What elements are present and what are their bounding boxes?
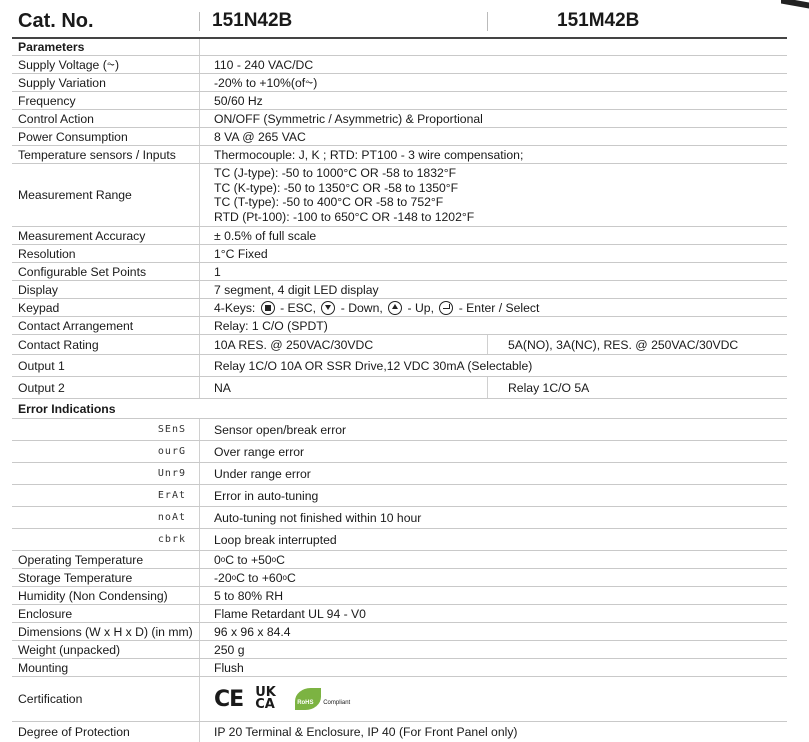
row-label: Certification <box>18 692 83 706</box>
row-storage-temperature <box>12 569 787 587</box>
keypad-text: - Up, <box>404 300 438 315</box>
row-label: Power Consumption <box>18 129 128 144</box>
row-value <box>214 74 787 91</box>
row-keypad <box>12 299 787 317</box>
row-value: 10A RES. @ 250VAC/30VDC <box>214 337 374 352</box>
error-description: Over range error <box>214 444 305 459</box>
error-row <box>12 507 787 529</box>
column-divider <box>199 317 200 334</box>
column-divider <box>199 419 200 440</box>
parameters-heading: Parameters <box>18 40 85 54</box>
degree-mark: o <box>271 555 277 564</box>
row-power-consumption <box>12 128 787 146</box>
row-value: ON/OFF (Symmetric / Asymmetric) & Proportional <box>214 111 483 126</box>
certification-marks <box>214 677 787 721</box>
row-label: Display <box>18 282 58 297</box>
model-151m42b: 151M42B <box>557 10 640 31</box>
row-value: Relay 1C/O 10A OR SSR Drive,12 VDC 30mA (Selectable) <box>214 358 533 373</box>
row-label: Control Action <box>18 111 94 126</box>
row-dimensions <box>12 623 787 641</box>
keypad-text: - Down, <box>337 300 387 315</box>
ce-mark-icon: CE <box>214 686 244 712</box>
row-label: Contact Arrangement <box>18 318 134 333</box>
esc-key-icon <box>261 301 275 315</box>
value-text: C <box>276 552 285 567</box>
cat-no-heading: Cat. No. <box>18 10 94 32</box>
row-enclosure <box>12 605 787 623</box>
value-text: -20% to +10%(of <box>214 75 306 90</box>
row-humidity <box>12 587 787 605</box>
column-divider <box>199 551 200 568</box>
value-text: ) <box>313 75 318 90</box>
error-indications-heading: Error Indications <box>18 401 116 416</box>
row-value: Relay: 1 C/O (SPDT) <box>214 318 328 333</box>
value-text: C to +50 <box>225 552 272 567</box>
column-divider <box>199 227 200 244</box>
row-weight <box>12 641 787 659</box>
error-description: Auto-tuning not finished within 10 hour <box>214 510 422 525</box>
row-certification <box>12 677 787 722</box>
row-value <box>214 569 787 586</box>
column-divider <box>199 355 200 376</box>
row-value: Flush <box>214 660 244 675</box>
row-value: 250 g <box>214 642 245 657</box>
parameters-section-row <box>12 39 787 56</box>
column-divider <box>199 463 200 484</box>
error-description: Loop break interrupted <box>214 532 337 547</box>
column-divider <box>199 529 200 550</box>
row-measurement-range <box>12 164 787 227</box>
row-label: Storage Temperature <box>18 570 133 585</box>
row-set-points <box>12 263 787 281</box>
value-text: 0 <box>214 552 221 567</box>
column-divider <box>199 659 200 676</box>
row-operating-temperature <box>12 551 787 569</box>
up-key-icon <box>388 301 402 315</box>
row-label: Mounting <box>18 660 69 675</box>
error-row <box>12 529 787 551</box>
error-code: Unr9 <box>157 468 186 479</box>
row-value: 110 - 240 VAC/DC <box>214 57 314 72</box>
row-output-1 <box>12 355 787 377</box>
keypad-text: - ESC, <box>276 300 320 315</box>
row-label: Dimensions (W x H x D) (in mm) <box>18 624 193 639</box>
value-text: -20 <box>214 570 232 585</box>
model-151n42b: 151N42B <box>212 10 293 31</box>
ukca-mark-icon <box>255 687 283 711</box>
column-divider <box>199 281 200 298</box>
row-resolution <box>12 245 787 263</box>
row-supply-voltage <box>12 56 787 74</box>
column-divider <box>199 677 200 721</box>
row-mounting <box>12 659 787 677</box>
column-divider <box>199 485 200 506</box>
column-divider <box>199 507 200 528</box>
column-divider <box>199 441 200 462</box>
column-divider <box>199 263 200 280</box>
enter-key-icon <box>439 301 453 315</box>
label-text: ) <box>114 57 119 72</box>
row-value: 50/60 Hz <box>214 93 263 108</box>
degree-mark: o <box>282 573 287 582</box>
row-value: NA <box>214 380 231 395</box>
ukca-bottom: CA <box>255 697 275 712</box>
error-code: SEnS <box>157 424 186 435</box>
row-label: Supply Variation <box>18 75 106 90</box>
row-label: Frequency <box>18 93 76 108</box>
column-divider <box>199 299 200 316</box>
row-value: ± 0.5% of full scale <box>214 228 317 243</box>
range-line: RTD (Pt-100): -100 to 650°C OR -148 to 1202°F <box>214 209 475 224</box>
column-divider <box>199 164 200 226</box>
row-label: Humidity (Non Condensing) <box>18 588 168 603</box>
value-text: C <box>286 570 296 585</box>
column-divider <box>199 623 200 640</box>
down-key-icon <box>321 301 335 315</box>
row-value: Thermocouple: J, K ; RTD: PT100 - 3 wire compensation; <box>214 147 524 162</box>
column-divider <box>199 128 200 145</box>
row-value: IP 20 Terminal & Enclosure, IP 40 (For Front Panel only) <box>214 725 518 739</box>
row-value: 1°C Fixed <box>214 246 268 261</box>
rohs-text: RoHS <box>297 700 314 706</box>
row-label: Measurement Accuracy <box>18 228 146 243</box>
error-row <box>12 485 787 507</box>
column-divider <box>199 110 200 127</box>
column-divider <box>199 146 200 163</box>
column-divider <box>487 335 488 354</box>
row-value: 8 VA @ 265 VAC <box>214 129 306 144</box>
error-description: Sensor open/break error <box>214 422 347 437</box>
row-display <box>12 281 787 299</box>
row-contact-rating <box>12 335 787 355</box>
row-supply-variation <box>12 74 787 92</box>
error-row <box>12 463 787 485</box>
row-label: Output 1 <box>18 358 65 373</box>
row-value-second: Relay 1C/O 5A <box>508 380 590 395</box>
degree-mark: o <box>220 555 226 564</box>
range-line: TC (K-type): -50 to 1350°C OR -58 to 1350°F <box>214 180 459 195</box>
row-value: 1 <box>214 264 221 279</box>
keypad-text: - Enter / Select <box>455 300 540 315</box>
row-value: 96 x 96 x 84.4 <box>214 624 291 639</box>
spec-sheet <box>12 6 787 742</box>
table-header <box>12 6 787 39</box>
header-divider <box>199 12 200 31</box>
range-line: TC (J-type): -50 to 1000°C OR -58 to 1832°F <box>214 166 457 180</box>
row-label: Weight (unpacked) <box>18 642 121 657</box>
row-contact-arrangement <box>12 317 787 335</box>
range-line: TC (T-type): -50 to 400°C OR -58 to 752°F <box>214 195 444 209</box>
row-value: 7 segment, 4 digit LED display <box>214 282 379 297</box>
column-divider <box>199 587 200 604</box>
ukca-top: UK <box>255 685 276 700</box>
error-code: noAt <box>157 512 186 523</box>
degree-mark: o <box>231 573 237 582</box>
ac-dc-symbol-icon: ⏦ <box>106 59 115 70</box>
label-text: Supply Voltage ( <box>18 57 107 72</box>
column-divider <box>199 56 200 73</box>
error-description: Error in auto-tuning <box>214 488 319 503</box>
row-label: Temperature sensors / Inputs <box>18 147 176 162</box>
row-label: Enclosure <box>18 606 73 621</box>
row-output-2 <box>12 377 787 399</box>
column-divider <box>199 245 200 262</box>
column-divider <box>199 377 200 398</box>
column-divider <box>199 569 200 586</box>
row-label: Configurable Set Points <box>18 264 147 279</box>
row-label: Degree of Protection <box>18 725 130 739</box>
row-value: 5 to 80% RH <box>214 588 284 603</box>
error-code: cbrk <box>157 534 186 545</box>
column-divider <box>199 39 200 55</box>
rohs-compliant-icon <box>295 688 350 710</box>
row-label: Output 2 <box>18 380 65 395</box>
column-divider <box>199 92 200 109</box>
column-divider <box>199 74 200 91</box>
row-label: Keypad <box>18 300 60 315</box>
keypad-text: 4-Keys: <box>214 300 259 315</box>
column-divider <box>199 641 200 658</box>
column-divider <box>199 335 200 354</box>
row-label <box>18 56 119 73</box>
error-row <box>12 419 787 441</box>
row-degree-of-protection <box>12 722 787 742</box>
row-label: Operating Temperature <box>18 552 144 567</box>
error-description: Under range error <box>214 466 311 481</box>
error-row <box>12 441 787 463</box>
header-divider <box>487 12 488 31</box>
row-label: Measurement Range <box>18 188 132 202</box>
column-divider <box>487 377 488 398</box>
column-divider <box>199 605 200 622</box>
row-label: Resolution <box>18 246 76 261</box>
row-value-second: 5A(NO), 3A(NC), RES. @ 250VAC/30VDC <box>508 337 739 352</box>
error-code: ErAt <box>157 490 186 501</box>
error-section-row <box>12 399 787 419</box>
row-value <box>214 164 787 226</box>
row-measurement-accuracy <box>12 227 787 245</box>
error-code: ourG <box>157 446 186 457</box>
row-value <box>214 299 787 316</box>
column-divider <box>199 722 200 742</box>
row-value <box>214 551 787 568</box>
row-label: Contact Rating <box>18 337 99 352</box>
rohs-leaf <box>295 688 321 710</box>
row-frequency <box>12 92 787 110</box>
row-temperature-sensors <box>12 146 787 164</box>
ac-dc-symbol-icon: ⏦ <box>305 77 314 88</box>
row-control-action <box>12 110 787 128</box>
row-value: Flame Retardant UL 94 - V0 <box>214 606 366 621</box>
rohs-caption: Compliant <box>323 700 351 706</box>
value-text: C to +60 <box>236 570 283 585</box>
